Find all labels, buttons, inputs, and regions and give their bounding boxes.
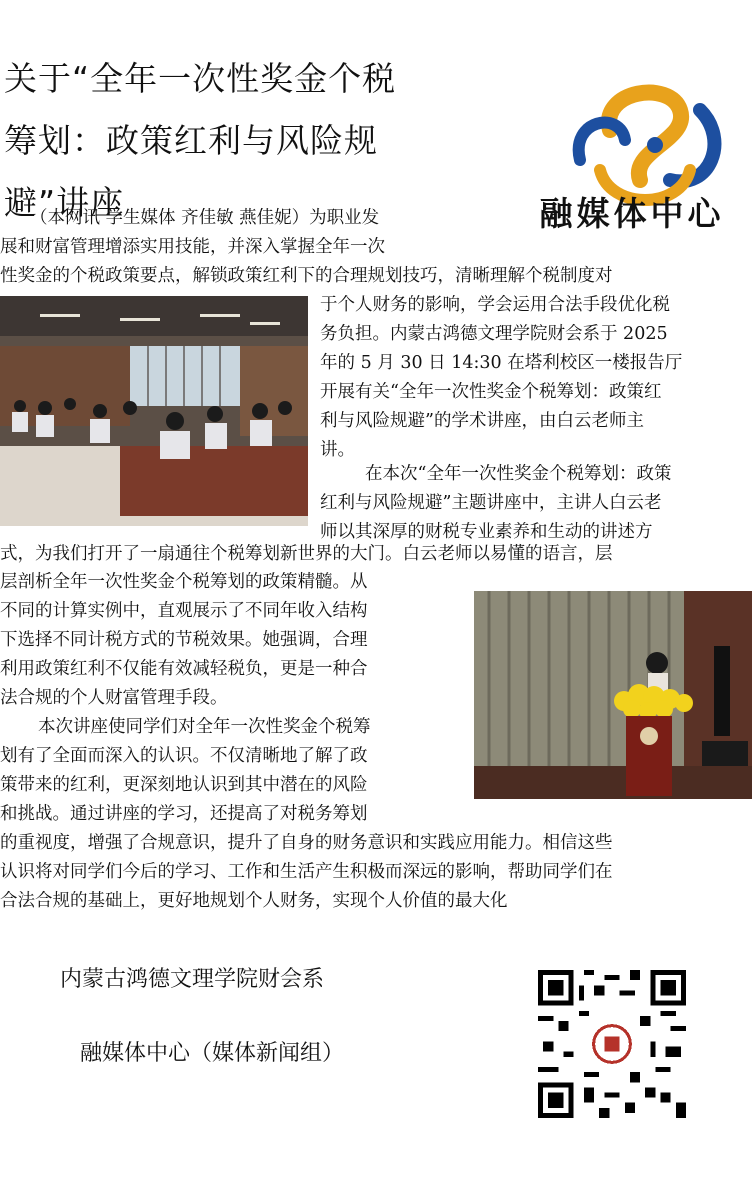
footer-org: 内蒙古鸿德文理学院财会系 [60, 967, 325, 992]
body-line: 策带来的红利，更深刻地认识到其中潜在的风险 [0, 775, 368, 795]
body-line: 于个人财务的影响，学会运用合法手段优化税 [320, 295, 670, 315]
speaker-photo [474, 591, 752, 799]
body-line: 红利与风险规避”主题讲座中，主讲人白云老 [320, 493, 662, 513]
body-line: 的重视度，增强了合规意识，提升了自身的财务意识和实践应用能力。相信这些 [0, 833, 613, 853]
body-line: 下选择不同计税方式的节税效果。她强调，合理 [0, 630, 368, 650]
body-line: 法合规的个人财富管理手段。 [0, 688, 228, 708]
body-line: 划有了全面而深入的认识。不仅清晰地了解了政 [0, 746, 368, 766]
logo-text: 融媒体中心 [539, 194, 725, 233]
body-line: 讲。 [320, 440, 355, 460]
body-line: 师以其深厚的财税专业素养和生动的讲述方 [320, 522, 653, 542]
body-line: 开展有关“全年一次性奖金个税筹划：政策红 [320, 382, 662, 402]
body-line: 层剖析全年一次性奖金个税筹划的政策精髓。从 [0, 572, 368, 592]
body-line: 本次讲座使同学们对全年一次性奖金个税筹 [38, 717, 371, 737]
title-line-2: 筹划：政策红利与风险规 [4, 121, 378, 160]
body-line: 认识将对同学们今后的学习、工作和生活产生积极而深远的影响，帮助同学们在 [0, 862, 613, 882]
body-line: 务负担。内蒙古鸿德文理学院财会系于 2025 [320, 324, 668, 344]
body-line: 展和财富管理增添实用技能，并深入掌握全年一次 [0, 237, 385, 257]
body-line: 年的 5 月 30 日 14:30 在塔利校区一楼报告厅 [320, 353, 683, 373]
body-line: 合法合规的基础上，更好地规划个人财务，实现个人价值的最大化 [0, 891, 508, 911]
body-line: 不同的计算实例中，直观展示了不同年收入结构 [0, 601, 368, 621]
body-line: 利与风险规避”的学术讲座，由白云老师主 [320, 411, 644, 431]
body-line: 在本次“全年一次性奖金个税筹划：政策 [365, 464, 672, 484]
lecture-hall-photo [0, 296, 308, 526]
title-line-3: 避”讲座 [4, 183, 125, 222]
footer-center: 融媒体中心（媒体新闻组） [80, 1041, 345, 1066]
qr-code-icon[interactable] [538, 970, 686, 1118]
body-line: 利用政策红利不仅能有效减轻税负，更是一种合 [0, 659, 368, 679]
title-line-1: 关于“全年一次性奖金个税 [4, 59, 397, 98]
body-line: （本网讯 学生媒体 齐佳敏 燕佳妮）为职业发 [30, 208, 380, 228]
body-line: 式，为我们打开了一扇通往个税筹划新世界的大门。白云老师以易懂的语言，层 [0, 544, 613, 564]
body-line: 性奖金的个税政策要点，解锁政策红利下的合理规划技巧，清晰理解个税制度对 [0, 266, 613, 286]
body-line: 和挑战。通过讲座的学习，还提高了对税务筹划 [0, 804, 368, 824]
